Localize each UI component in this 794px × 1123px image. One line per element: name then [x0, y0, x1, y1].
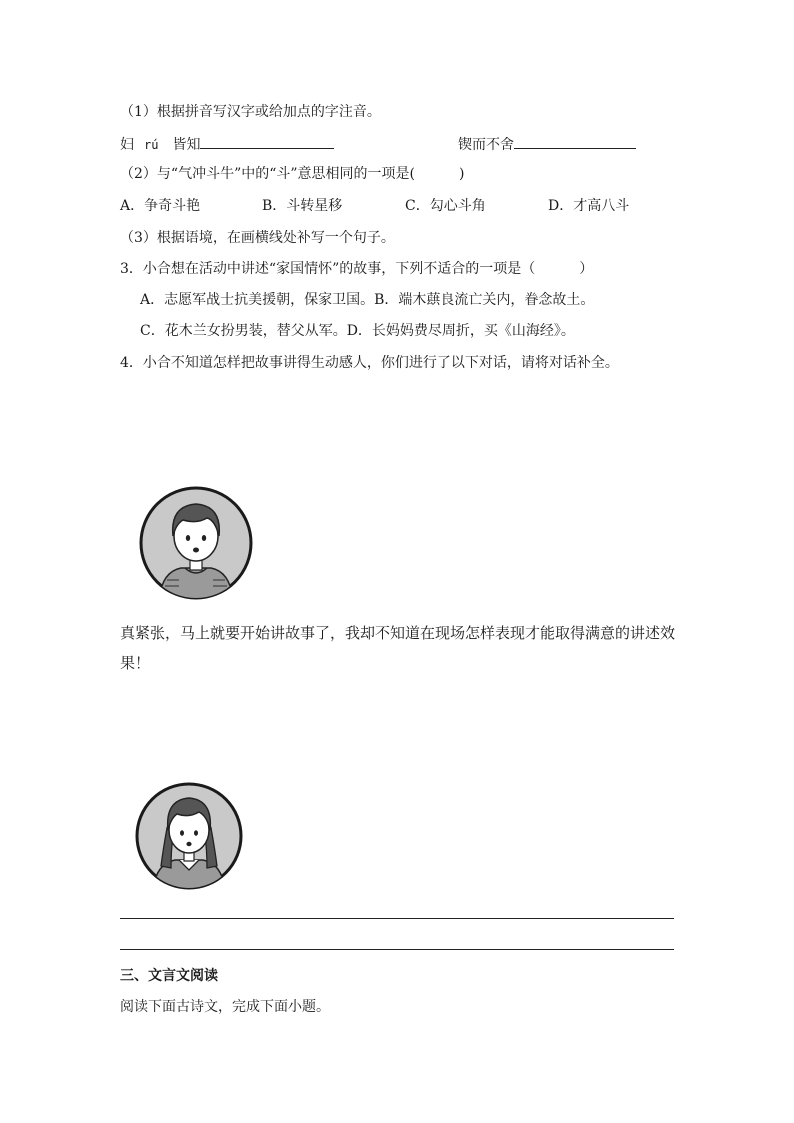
q3-sub-instruction: （3）根据语境，在画横线处补写一个句子。: [120, 230, 395, 246]
q2-option-b: B．斗转星移: [262, 198, 343, 214]
q1-item1-suffix: 皆知: [172, 137, 201, 153]
q2-paren-close: ): [459, 166, 465, 182]
q1-item2-text: 锲而不舍: [458, 137, 514, 153]
q1-item2: [458, 134, 636, 155]
q2-option-d: D．才高八斗: [548, 198, 630, 214]
q3-options-line1: A．志愿军战士抗美援朝，保家卫国。B．端木蕻良流亡关内，眷念故土。: [140, 292, 595, 308]
q3-options-line2: C．花木兰女扮男装，替父从军。D．长妈妈费尽周折，买《山海经》。: [140, 323, 575, 339]
q4-instruction: 4．小合不知道怎样把故事讲得生动感人，你们进行了以下对话，请将对话补全。: [120, 355, 619, 371]
boy-speech: 真紧张，马上就要开始讲故事了，我却不知道在现场怎样表现才能取得满意的讲述效果！: [120, 624, 676, 672]
boy-avatar-icon: [137, 484, 255, 602]
section3-heading: 三、文言文阅读: [120, 968, 218, 984]
q1-item1-prefix: 妇: [120, 137, 134, 153]
girl-avatar-icon: [133, 780, 245, 892]
q2-option-a: A．争奇斗艳: [120, 198, 201, 214]
q1-item1-pinyin: rú: [144, 138, 159, 152]
q1-item1-answer-blank[interactable]: [200, 134, 334, 149]
q1-item2-answer-blank[interactable]: [514, 134, 636, 149]
answer-line-1[interactable]: [120, 918, 674, 919]
q2-text: （2）与“气冲斗牛”中的“斗”意思相同的一项是(: [120, 166, 415, 182]
q2-option-c: C．勾心斗角: [405, 198, 486, 214]
q1-instruction: （1）根据拼音写汉字或给加点的字注音。: [120, 104, 381, 120]
q1-item1: [120, 134, 334, 155]
answer-line-2[interactable]: [120, 949, 674, 950]
q3-paren-close: ）: [579, 261, 594, 277]
q2-question: [120, 164, 464, 184]
section3-instruction: 阅读下面古诗文，完成下面小题。: [120, 999, 330, 1015]
q3-question: [120, 259, 593, 279]
q3-text: 3．小合想在活动中讲述“家国情怀”的故事，下列不适合的一项是（: [120, 261, 536, 277]
